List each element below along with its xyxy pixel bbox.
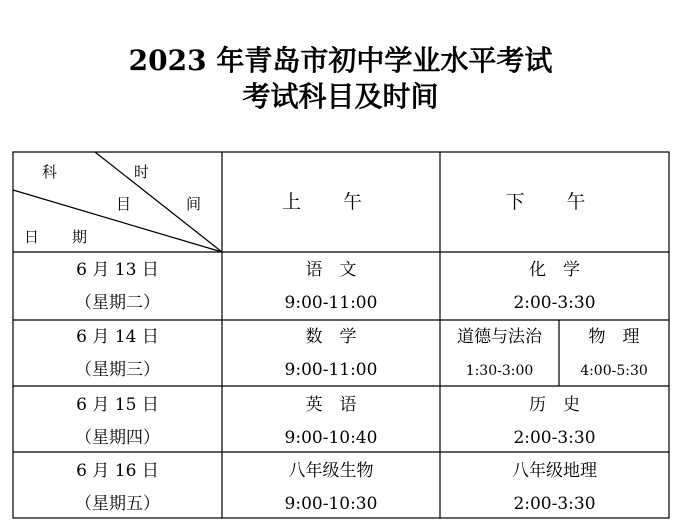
row2-am-time: 9:00-11:00	[284, 360, 378, 380]
row4-am-subject: 八年级生物	[288, 461, 374, 481]
row1-am-subject: 语 文	[305, 260, 357, 280]
row2-pm2-subject: 物 理	[588, 327, 640, 347]
row3-am-time: 9:00-10:40	[284, 428, 378, 448]
row1-weekday: （星期二）	[75, 293, 160, 313]
row3-pm-subject: 历 史	[529, 395, 580, 415]
row2-pm1-subject: 道德与法治	[457, 327, 542, 347]
corner-label-qi: 期	[72, 228, 88, 246]
corner-label-mu: 目	[116, 195, 132, 213]
row1-pm-time: 2:00-3:30	[513, 293, 596, 313]
page-title-line1: 2023 年青岛市初中学业水平考试	[128, 44, 553, 77]
row4-am-cell	[222, 461, 440, 514]
row4-date-cell	[13, 461, 222, 514]
row2-date-cell	[13, 327, 222, 380]
row1-pm-cell	[440, 260, 669, 313]
row1-date-cell	[13, 260, 222, 313]
corner-label-jian: 间	[186, 195, 202, 213]
row3-weekday: （星期四）	[75, 428, 160, 448]
row1-pm-subject: 化 学	[529, 260, 580, 280]
row2-weekday: （星期三）	[75, 360, 160, 380]
row2-pm1-cell	[440, 327, 559, 381]
row2-date: 6 月 14 日	[76, 327, 159, 347]
row2-pm1-time: 1:30-3:00	[465, 363, 534, 379]
row1-am-time: 9:00-11:00	[284, 293, 378, 313]
corner-label-ri: 日	[24, 228, 40, 246]
row3-am-subject: 英 语	[305, 395, 357, 415]
row3-am-cell	[222, 395, 440, 448]
row2-am-subject: 数 学	[305, 327, 357, 347]
header-morning: 上 午	[281, 191, 381, 213]
row2-am-cell	[222, 327, 440, 380]
corner-label-ke: 科	[42, 163, 58, 181]
row1-date: 6 月 13 日	[76, 260, 159, 280]
row4-pm-subject: 八年级地理	[512, 461, 597, 481]
row3-pm-cell	[440, 395, 669, 448]
row4-am-time: 9:00-10:30	[284, 494, 378, 514]
row4-weekday: （星期五）	[75, 494, 160, 514]
row4-pm-time: 2:00-3:30	[513, 494, 596, 514]
row3-date: 6 月 15 日	[76, 395, 159, 415]
page-title-line2: 考试科目及时间	[242, 80, 439, 113]
row2-pm2-time: 4:00-5:30	[580, 363, 648, 379]
corner-label-shi: 时	[134, 163, 150, 181]
row3-pm-time: 2:00-3:30	[513, 428, 596, 448]
row1-am-cell	[222, 260, 440, 313]
row3-date-cell	[13, 395, 222, 448]
corner-diagonal-upper	[95, 152, 222, 252]
row4-pm-cell	[440, 461, 669, 514]
row2-pm2-cell	[559, 327, 669, 381]
header-afternoon: 下 午	[505, 191, 604, 213]
row4-date: 6 月 16 日	[76, 461, 159, 481]
